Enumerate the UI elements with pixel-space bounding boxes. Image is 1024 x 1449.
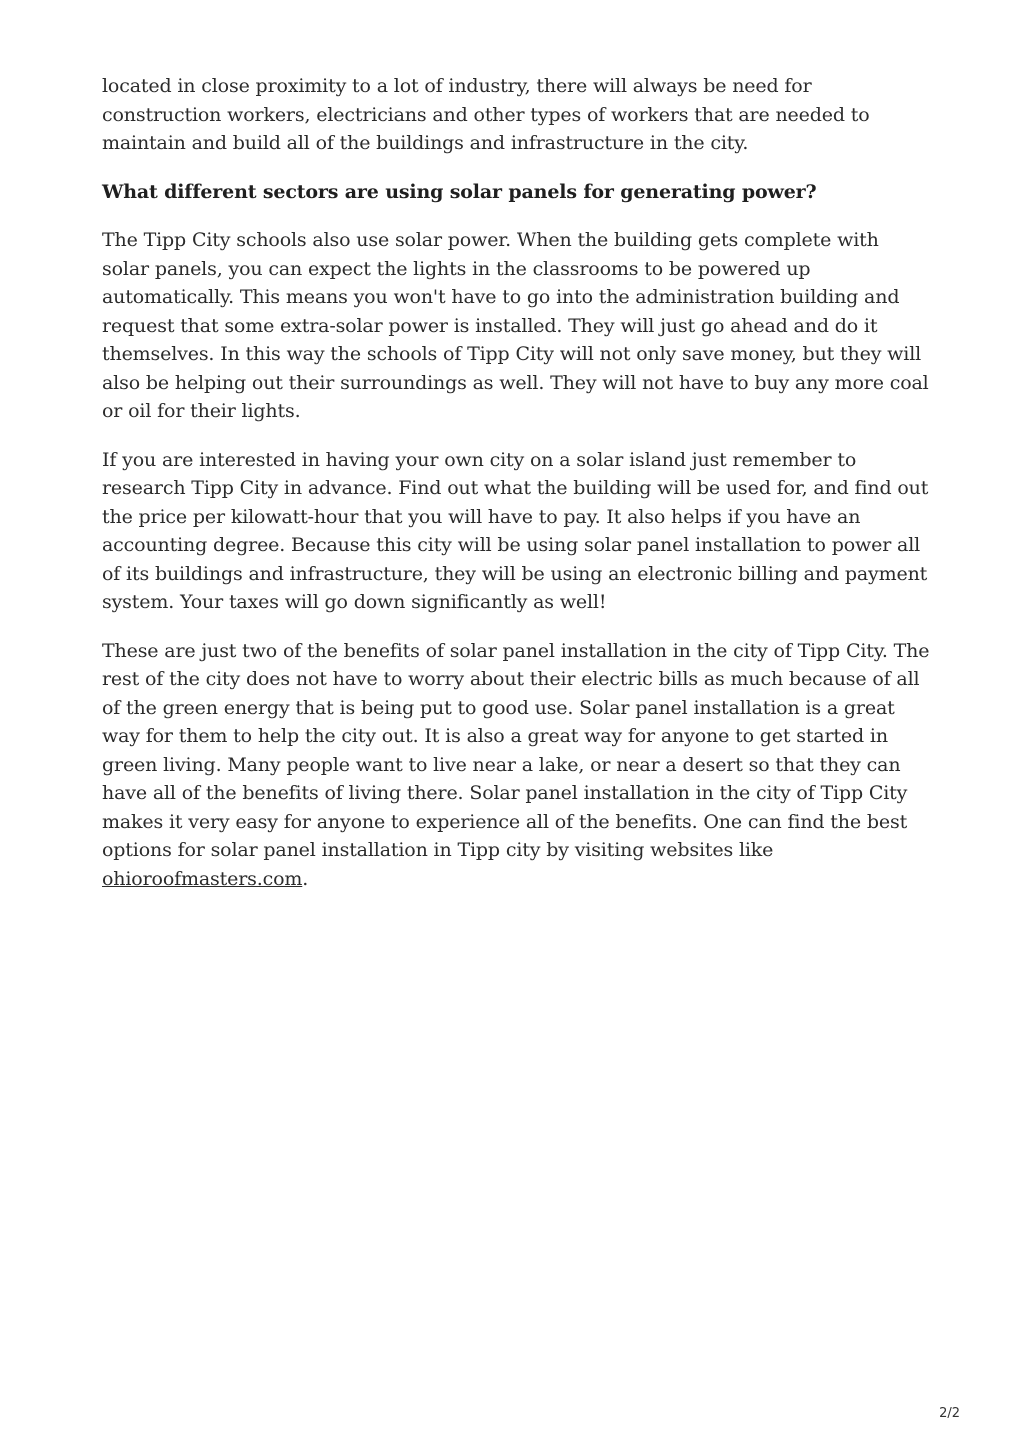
page-number: 2/2 (939, 1406, 960, 1421)
benefits-paragraph (102, 637, 930, 894)
solar-island-paragraph: If you are interested in having your own city on a solar island just remember to research Tipp City in advance. Find out what the building will be used for, and find out the price per kilowatt-hour that you will have to pay. It also helps if you have an accounting degree. Because this city will be using solar panel installation to power all of its buildings and infrastructure, they will be using an electronic billing and payment system. Your taxes will go down significantly as well! (102, 448, 929, 613)
section-heading: What different sectors are using solar panels for generating power? (102, 180, 817, 203)
benefits-paragraph-text: These are just two of the benefits of solar panel installation in the city of Tipp City. The rest of the city does not have to worry about their electric bills as much because of all of the green energy that is being put to good use. Solar panel installation is a great way for them to help the city out. It is also a great way for anyone to get started in green living. Many people want to live near a lake, or near a desert so that they can have all of the benefits of living there. Solar panel installation in the city of Tipp City makes it very easy for anyone to experience all of the benefits. One can find the best options for solar panel installation in Tipp city by visiting websites like (102, 639, 930, 861)
document-body (102, 72, 930, 913)
schools-paragraph: The Tipp City schools also use solar power. When the building gets complete with solar panels, you can expect the lights in the classrooms to be powered up automatically. This means you won't have to go into the administration building and request that some extra-solar power is installed. They will just go ahead and do it themselves. In this way the schools of Tipp City will not only save money, but they will also be helping out their surroundings as well. They will not have to buy any more coal or oil for their lights. (102, 229, 929, 422)
intro-paragraph: located in close proximity to a lot of industry, there will always be need for construction workers, electricians and other types of workers that are needed to maintain and build all of the buildings and infrastructure in the city. (102, 75, 870, 154)
ohioroofmasters-link[interactable]: ohioroofmasters.com (102, 867, 303, 890)
benefits-paragraph-end: . (302, 867, 309, 890)
